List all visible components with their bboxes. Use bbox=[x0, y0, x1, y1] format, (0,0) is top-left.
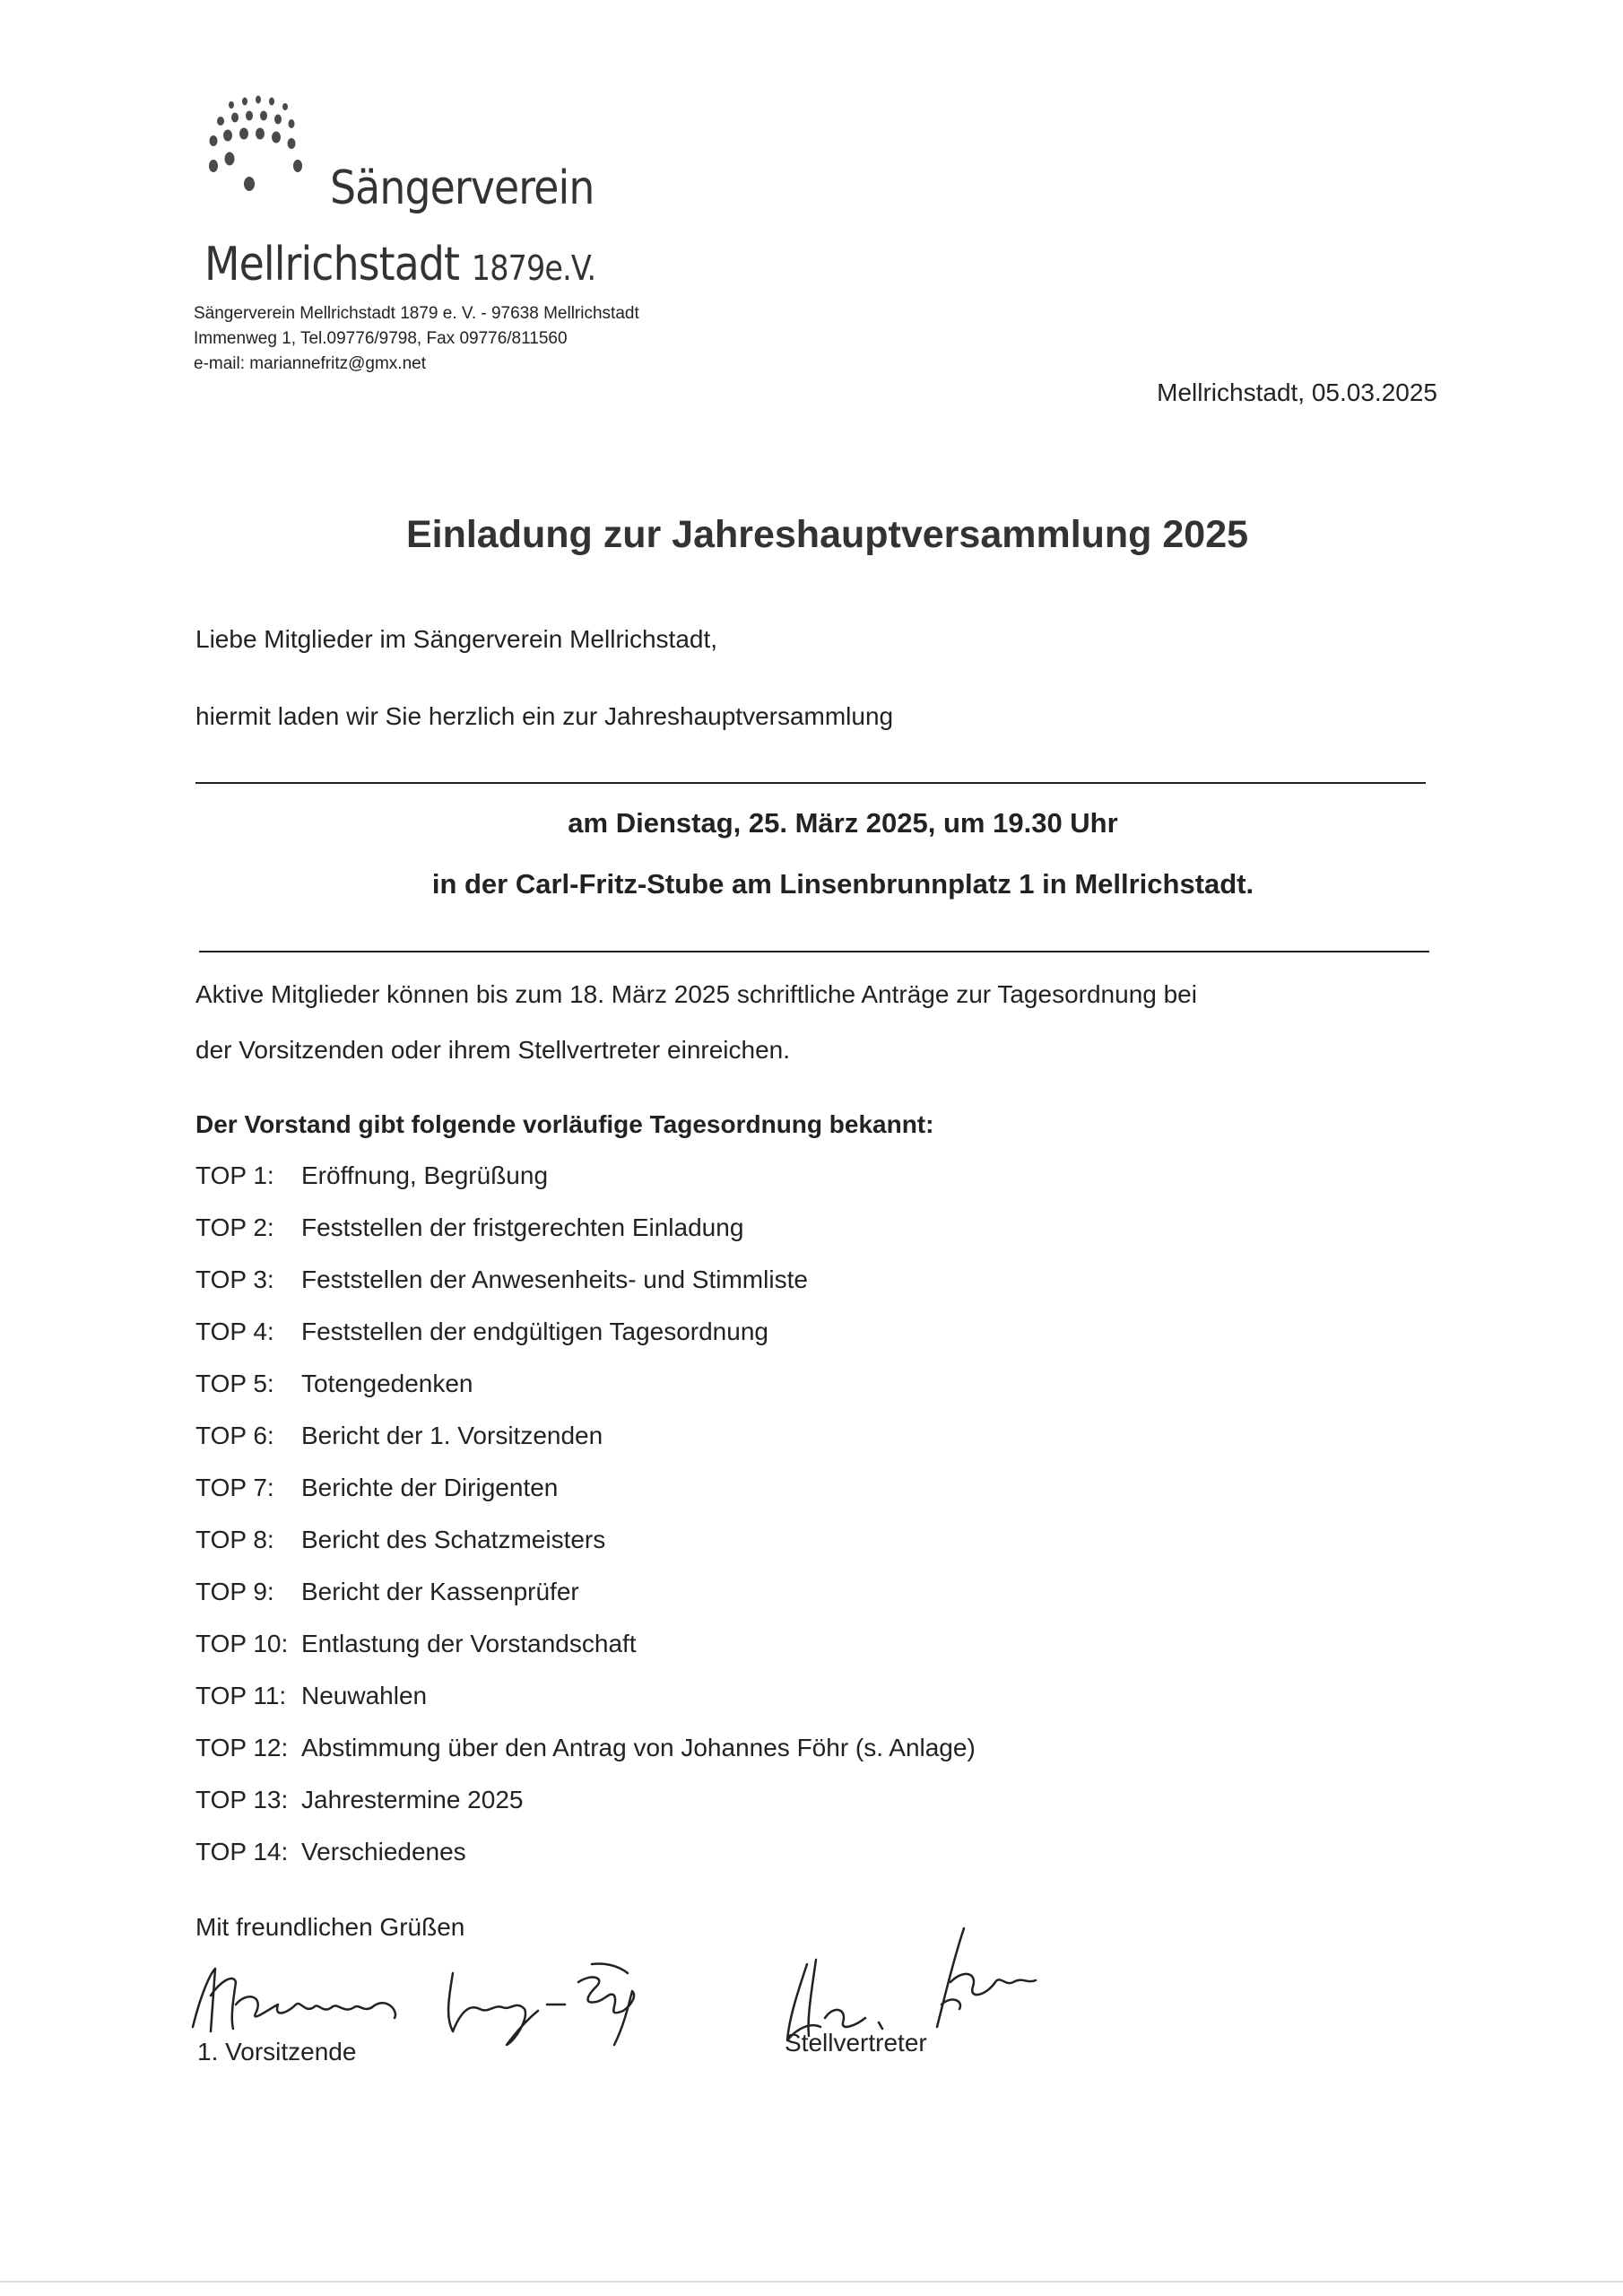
agenda-item bbox=[195, 1682, 976, 1734]
agenda-item bbox=[195, 1318, 976, 1370]
agenda-item-number: TOP 3: bbox=[195, 1265, 274, 1293]
agenda-item bbox=[195, 1370, 976, 1422]
agenda-item bbox=[195, 1578, 976, 1630]
agenda-item bbox=[195, 1213, 976, 1265]
divider-bottom bbox=[199, 951, 1429, 952]
agenda-item-text: Totengedenken bbox=[301, 1370, 473, 1397]
agenda-item-text: Berichte der Dirigenten bbox=[301, 1474, 559, 1501]
page-bottom-edge bbox=[0, 2281, 1623, 2283]
divider-top bbox=[195, 782, 1426, 784]
event-place: in der Carl-Fritz-Stube am Linsenbrunnplatz 1 in Mellrichstadt. bbox=[431, 868, 1254, 900]
logo-suffix: e.V. bbox=[544, 248, 596, 288]
agenda-item bbox=[195, 1630, 976, 1682]
agenda-item-number: TOP 6: bbox=[195, 1422, 274, 1449]
agenda-item-text: Abstimmung über den Antrag von Johannes Föhr (s. Anlage) bbox=[301, 1734, 976, 1761]
agenda-heading: Der Vorstand gibt folgende vorläufige Tagesordnung bekannt: bbox=[195, 1110, 934, 1138]
address-line-1: Sängerverein Mellrichstadt 1879 e. V. - 97638 Mellrichstadt bbox=[194, 304, 639, 323]
agenda-item-number: TOP 1: bbox=[195, 1161, 274, 1189]
agenda-item-text: Eröffnung, Begrüßung bbox=[301, 1161, 549, 1189]
logo-city: Mellrichstadt bbox=[204, 238, 460, 291]
agenda-item bbox=[195, 1474, 976, 1526]
closing-greeting: Mit freundlichen Grüßen bbox=[195, 1913, 465, 1941]
agenda-item-number: TOP 8: bbox=[195, 1526, 274, 1553]
agenda-item-number: TOP 4: bbox=[195, 1318, 274, 1345]
agenda-item bbox=[195, 1526, 976, 1578]
motion-text-line-2: der Vorsitzenden oder ihrem Stellvertreter einreichen. bbox=[195, 1036, 791, 1064]
salutation: Liebe Mitglieder im Sängerverein Mellrichstadt, bbox=[195, 625, 718, 653]
motion-text-line-1: Aktive Mitglieder können bis zum 18. März 2025 schriftliche Anträge zur Tagesordnung bei bbox=[195, 980, 1197, 1008]
agenda-item-text: Bericht des Schatzmeisters bbox=[301, 1526, 606, 1553]
logo-year: 1879 bbox=[471, 248, 545, 288]
agenda-item bbox=[195, 1734, 976, 1786]
agenda-item-text: Jahrestermine 2025 bbox=[301, 1786, 524, 1813]
event-date: am Dienstag, 25. März 2025, um 19.30 Uhr bbox=[568, 807, 1118, 839]
agenda-item bbox=[195, 1265, 976, 1318]
letter-date: Mellrichstadt, 05.03.2025 bbox=[1157, 378, 1437, 406]
agenda-item-text: Entlastung der Vorstandschaft bbox=[301, 1630, 637, 1657]
agenda-item-number: TOP 13: bbox=[195, 1786, 289, 1813]
logo-org-name: Sängerverein bbox=[330, 161, 595, 215]
agenda-item-number: TOP 9: bbox=[195, 1578, 274, 1605]
agenda-item-number: TOP 2: bbox=[195, 1213, 274, 1241]
agenda-item-number: TOP 14: bbox=[195, 1838, 289, 1866]
agenda-list bbox=[195, 1161, 976, 1890]
agenda-item-text: Neuwahlen bbox=[301, 1682, 428, 1709]
agenda-item bbox=[195, 1422, 976, 1474]
address-line-2: Immenweg 1, Tel.09776/9798, Fax 09776/811560 bbox=[194, 329, 568, 348]
agenda-item-text: Bericht der 1. Vorsitzenden bbox=[301, 1422, 603, 1449]
agenda-item-text: Bericht der Kassenprüfer bbox=[301, 1578, 579, 1605]
club-logo bbox=[204, 94, 742, 300]
letter-title: Einladung zur Jahreshauptversammlung 2025 bbox=[405, 513, 1249, 556]
agenda-item-text: Verschiedenes bbox=[301, 1838, 466, 1866]
agenda-item-number: TOP 11: bbox=[195, 1682, 287, 1709]
agenda-item-number: TOP 12: bbox=[195, 1734, 289, 1761]
agenda-item-text: Feststellen der Anwesenheits- und Stimmliste bbox=[301, 1265, 808, 1293]
address-email: e-mail: mariannefritz@gmx.net bbox=[194, 354, 426, 373]
agenda-item-text: Feststellen der endgültigen Tagesordnung bbox=[301, 1318, 768, 1345]
agenda-item-number: TOP 7: bbox=[195, 1474, 274, 1501]
signer-role-first: 1. Vorsitzende bbox=[197, 2038, 357, 2066]
agenda-item-number: TOP 5: bbox=[195, 1370, 274, 1397]
logo-city-line bbox=[204, 238, 595, 291]
agenda-item-text: Feststellen der fristgerechten Einladung bbox=[301, 1213, 744, 1241]
signer-role-deputy: Stellvertreter bbox=[785, 2029, 927, 2057]
intro-text: hiermit laden wir Sie herzlich ein zur Jahreshauptversammlung bbox=[195, 702, 894, 730]
agenda-item-number: TOP 10: bbox=[195, 1630, 289, 1657]
agenda-item bbox=[195, 1838, 976, 1890]
agenda-item bbox=[195, 1161, 976, 1213]
sender-address bbox=[194, 301, 639, 377]
agenda-item bbox=[195, 1786, 976, 1838]
